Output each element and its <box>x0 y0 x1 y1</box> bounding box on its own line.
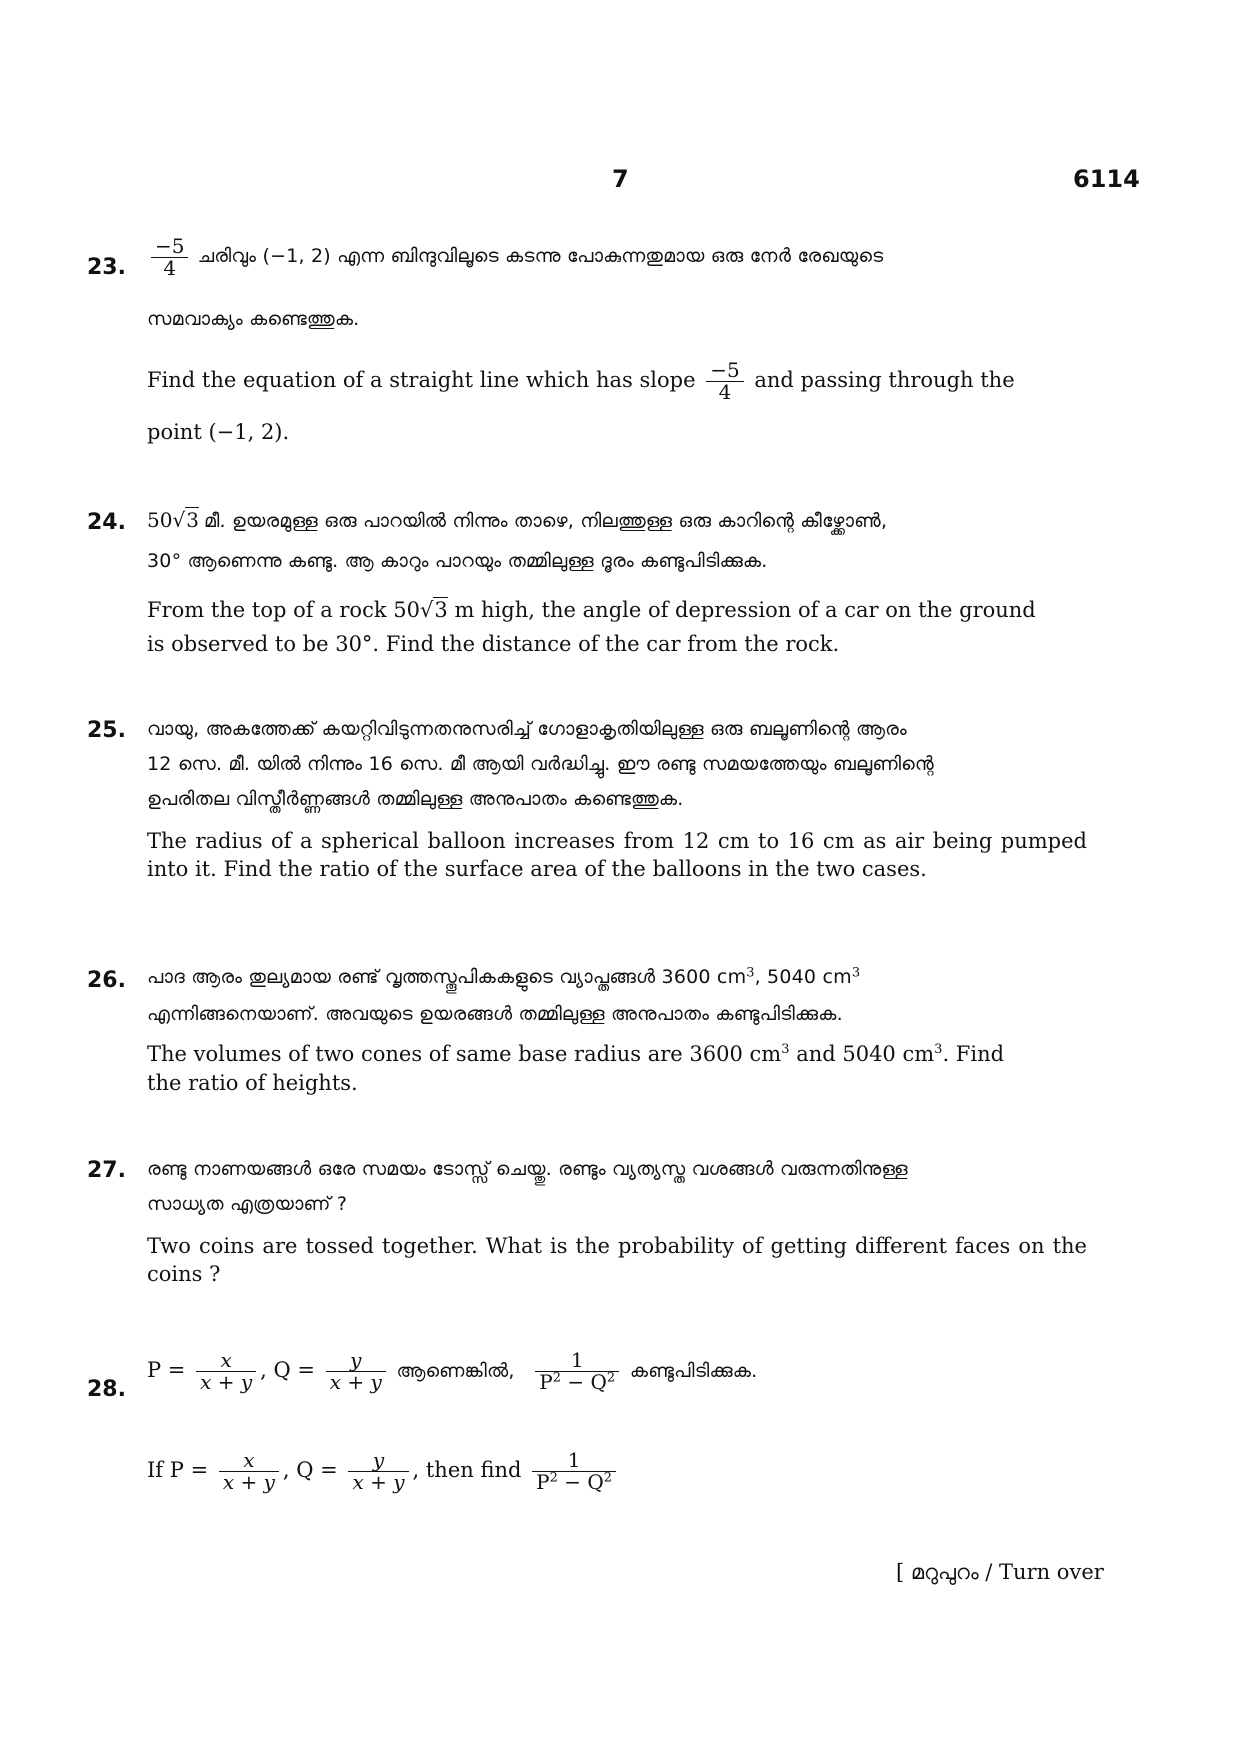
height-expression: 50√3 <box>147 508 199 532</box>
q25-english-text: The radius of a spherical balloon increases from 12 cm to 16 cm as air being pumped into it. Find the ratio of the surface area of the balloons in the two cases. <box>147 829 1087 881</box>
q23-english-line-1 <box>147 360 1015 403</box>
q25-malayalam-line-2: 12 സെ. മീ. യിൽ നിന്നും 16 സെ. മീ ആയി വർദ്ധിച്ചു. ഈ രണ്ടു സമയത്തേയും ബലൂണിന്റെ <box>147 753 934 775</box>
fraction-denominator: 4 <box>163 256 177 280</box>
q-label: , Q = <box>282 1458 338 1482</box>
malayalam-text: കണ്ടുപിടിക്കുക. <box>629 1360 758 1382</box>
exponent: 3 <box>781 1042 790 1057</box>
exponent: 3 <box>851 965 861 981</box>
p-fraction: $\frac{x}{x + y}$ <box>196 1350 256 1393</box>
fraction-denominator: 4 <box>718 380 732 404</box>
q26-english-line-2: the ratio of heights. <box>147 1071 358 1095</box>
q-fraction: $\frac{y}{x + y}$ <box>348 1450 408 1493</box>
english-text: m high, the angle of depression of a car on the ground <box>454 598 1036 622</box>
q26-malayalam-line-1 <box>147 966 860 988</box>
question-number: 26. <box>87 968 126 993</box>
p-label: P = <box>169 1458 209 1482</box>
fraction-numerator: −5 <box>710 358 740 382</box>
q23-malayalam-line-2: സമവാക്യം കണ്ടെത്തുക. <box>147 308 360 330</box>
target-fraction: $\frac{1}{P^2 - Q^2}$ <box>532 1450 616 1493</box>
q24-english-line-1 <box>147 598 1036 622</box>
fraction-numerator: −5 <box>155 234 185 258</box>
q24-malayalam-line-2: 30° ആണെന്നു കണ്ടു. ആ കാറും പാറയും തമ്മിലുള്ള ദൂരം കണ്ടുപിടിക്കുക. <box>147 550 768 572</box>
english-text: , then find <box>412 1458 522 1482</box>
question-number: 25. <box>87 718 126 743</box>
english-text: Find the equation of a straight line which has slope <box>147 368 696 392</box>
p-fraction: $\frac{x}{x + y}$ <box>219 1450 279 1493</box>
paper-code: 6114 <box>1073 165 1140 193</box>
q-label: , Q = <box>260 1358 315 1382</box>
q-fraction: $\frac{y}{x + y}$ <box>326 1350 386 1393</box>
malayalam-text: മീ. ഉയരമുള്ള ഒരു പാറയിൽ നിന്നും താഴെ, നിലത്തുള്ള ഒരു കാറിന്റെ കീഴ്ക്കോൺ, <box>204 510 888 532</box>
english-text: . Find <box>942 1042 1005 1066</box>
question-number: 28. <box>87 1377 126 1402</box>
height-expression: 50√3 <box>393 598 448 622</box>
exponent: 3 <box>746 965 755 981</box>
malayalam-text: ആണെങ്കിൽ, <box>396 1360 515 1382</box>
malayalam-text: ചരിവും (−1, 2) എന്ന ബിന്ദുവിലൂടെ കടന്നു പോകുന്നതുമായ ഒരു നേർ രേഖയുടെ <box>197 245 884 267</box>
page-number: 7 <box>612 165 629 193</box>
q25-malayalam-line-3: ഉപരിതല വിസ്തീർണ്ണങ്ങൾ തമ്മിലുള്ള അനുപാതം കണ്ടെത്തുക. <box>147 788 684 810</box>
english-text: and passing through the <box>754 368 1015 392</box>
turn-over-label: [ മറുപുറം / Turn over <box>896 1560 1104 1584</box>
q27-english-text: Two coins are tossed together. What is the probability of getting different faces on the coins ? <box>147 1234 1087 1286</box>
english-text: and 5040 cm <box>796 1042 935 1066</box>
q24-malayalam-line-1 <box>147 508 887 532</box>
q23-english-line-2: point (−1, 2). <box>147 420 290 444</box>
q27-malayalam-line-2: സാധ്യത എത്രയാണ് ? <box>147 1193 348 1215</box>
malayalam-text: പാദ ആരം തുല്യമായ രണ്ട് വൃത്തസ്തൂപികകളുടെ വ്യാപ്തങ്ങൾ 3600 cm <box>147 966 747 988</box>
slope-fraction <box>151 236 188 279</box>
question-number: 24. <box>87 510 126 535</box>
malayalam-text: , 5040 cm <box>754 966 852 988</box>
english-text: The volumes of two cones of same base radius are 3600 cm <box>147 1042 782 1066</box>
q27-malayalam-line-1: രണ്ടു നാണയങ്ങൾ ഒരേ സമയം ടോസ്സ് ചെയ്തു. രണ്ടും വ്യത്യസ്ത വശങ്ങൾ വരുന്നതിനുള്ള <box>147 1158 908 1180</box>
q28-malayalam-expression <box>147 1350 757 1393</box>
q23-malayalam-line-1 <box>147 236 883 279</box>
exponent: 3 <box>934 1042 943 1057</box>
q26-english-line-1 <box>147 1042 1004 1066</box>
english-text: If <box>147 1458 164 1482</box>
slope-fraction <box>706 360 743 403</box>
q28-english-expression <box>147 1450 620 1493</box>
q25-malayalam-line-1: വായു, അകത്തേക്ക് കയറ്റിവിടുന്നതനുസരിച്ച് ഗോളാകൃതിയിലുള്ള ഒരു ബലൂണിന്റെ ആരം <box>147 718 907 740</box>
question-number: 27. <box>87 1158 126 1183</box>
p-label: P = <box>147 1358 186 1382</box>
q24-english-line-2: is observed to be 30°. Find the distance of the car from the rock. <box>147 632 840 656</box>
q26-malayalam-line-2: എന്നിങ്ങനെയാണ്. അവയുടെ ഉയരങ്ങൾ തമ്മിലുള്ള അനുപാതം കണ്ടുപിടിക്കുക. <box>147 1003 843 1025</box>
english-text: From the top of a rock <box>147 598 387 622</box>
question-number: 23. <box>87 255 126 280</box>
target-fraction: $\frac{1}{P^2 - Q^2}$ <box>535 1350 619 1393</box>
